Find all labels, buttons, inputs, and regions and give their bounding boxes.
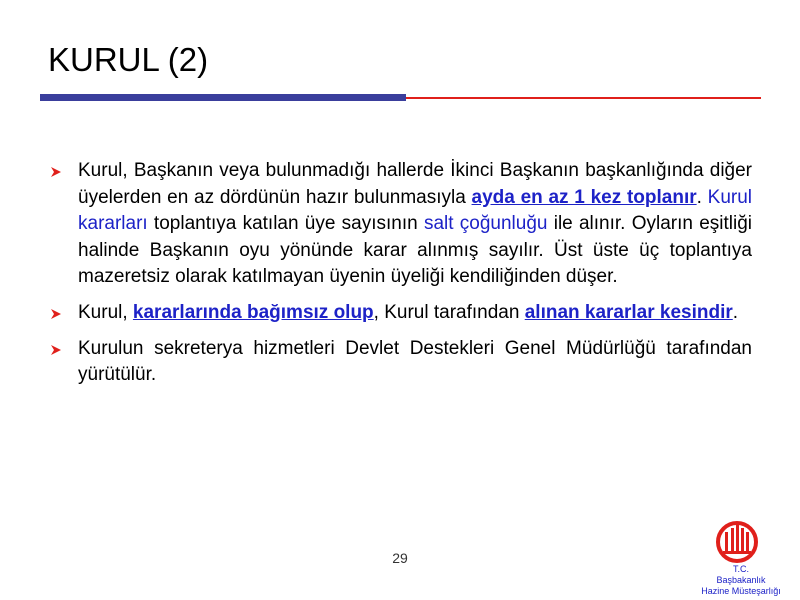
highlight-independent-decisions: kararlarında bağımsız olup: [132, 301, 374, 323]
bullet-text: Kurul,: [78, 301, 133, 323]
highlight-board-decisions: Kurul kararları: [78, 186, 752, 235]
bullet-text: Kurul, Başkanın veya bulunmadığı hallerde İkinci Başkanın başkanlığında diğer üyelerden en az dördünün hazır bulunmasıyla: [78, 160, 752, 208]
title-divider-blue: [40, 94, 406, 101]
highlight-absolute-majority: salt çoğunluğu: [423, 213, 548, 235]
bullet-text: .: [732, 301, 739, 323]
bullet-item-3: [50, 336, 752, 389]
logo-caption-ministry: Başbakanlık: [716, 575, 766, 585]
arrow-bullet-icon: [50, 308, 62, 320]
highlight-meeting-frequency: ayda en az 1 kez toplanır: [471, 186, 697, 208]
title-divider-red: [406, 97, 761, 99]
logo-caption-tc: T.C.: [732, 564, 749, 574]
arrow-bullet-icon: [50, 166, 62, 178]
bullet-text: , Kurul tarafından: [373, 301, 525, 323]
institution-logo: [695, 520, 787, 598]
bullet-text: Kurulun sekreterya hizmetleri Devlet Destekleri Genel Müdürlüğü tarafından yürütülür.: [78, 337, 752, 386]
page-number: 29: [392, 550, 408, 566]
bullet-item-1: [50, 158, 752, 291]
bullet-text: .: [696, 186, 708, 208]
logo-caption-undersecretariat: Hazine Müsteşarlığı: [701, 586, 781, 596]
treasury-emblem-icon: [715, 520, 759, 564]
bullet-text: toplantıya katılan üye sayısının: [147, 213, 424, 235]
bullet-item-2: [50, 300, 752, 327]
arrow-bullet-icon: [50, 344, 62, 356]
bullet-text: ile alınır. Oyların eşitliği halinde Başkanın oyu yönünde karar alınmış sayılır. Üst üste üç toplantıya mazeretsiz olarak katılmayan üyenin üyeliği kendiliğinden düşer.: [78, 213, 752, 288]
slide-title: KURUL (2): [48, 41, 209, 78]
bullet-list: [50, 158, 752, 398]
highlight-final-decisions: alınan kararlar kesindir: [524, 301, 733, 323]
